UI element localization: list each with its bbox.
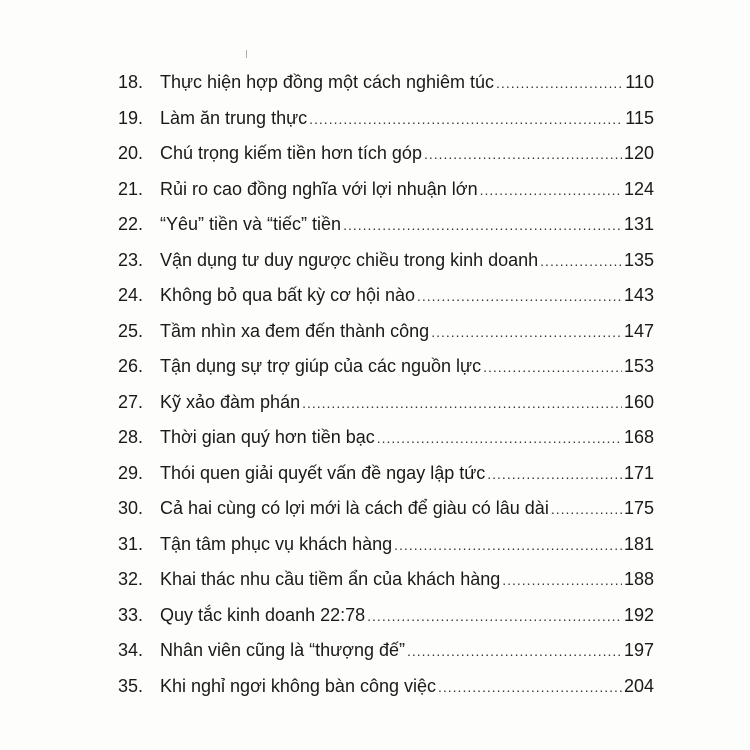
toc-number: 22. [118,214,144,234]
toc-page-number: 175 [623,498,654,518]
toc-leader-dots [480,176,622,204]
toc-title: Nhân viên cũng là “thượng đế” [160,640,405,660]
toc-number: 27. [118,391,144,412]
toc-title: Khai thác nhu cầu tiềm ẩn của khách hàng [160,569,501,589]
toc-entry [118,601,654,637]
toc-number: 20. [118,143,144,163]
toc-entry [118,139,654,175]
toc-leader-dots [309,105,622,133]
toc-page-number: 115 [625,107,654,128]
toc-leader-dots [407,637,622,665]
toc-leader-dots [343,211,622,239]
toc-title: Rủi ro cao đồng nghĩa với lợi nhuận lớn [160,178,478,199]
toc-leader-dots [417,282,622,310]
toc-leader-dots [483,353,622,381]
toc-title: Không bỏ qua bất kỳ cơ hội nào [160,285,415,305]
toc-entry [118,246,654,282]
toc-leader-dots [551,495,622,523]
toc-entry [118,459,654,495]
toc-entry [118,636,654,672]
toc-page-number: 192 [623,604,654,625]
toc-page-number: 197 [623,640,654,660]
toc-title: Làm ăn trung thực [160,107,308,128]
toc-number: 26. [118,356,144,376]
toc-title: Thực hiện hợp đồng một cách nghiêm túc [160,72,495,92]
toc-entry [118,565,654,601]
toc-page-number: 171 [623,462,654,483]
toc-page-number: 204 [623,675,654,696]
toc-title: Quy tắc kinh doanh 22:78 [160,604,366,625]
toc-page-number: 124 [623,178,654,199]
toc-number: 32. [118,569,144,589]
toc-leader-dots [431,318,622,346]
toc-page-number: 168 [623,427,654,447]
toc-page-number: 135 [623,249,654,270]
toc-number: 19. [118,107,144,128]
toc-entry [118,423,654,459]
toc-number: 21. [118,178,144,199]
toc-title: Thói quen giải quyết vấn đề ngay lập tức [160,462,486,483]
toc-title: Kỹ xảo đàm phán [160,391,301,412]
toc-page-number: 131 [623,214,654,234]
toc-page-number: 153 [623,356,654,376]
toc-page-number: 160 [623,391,654,412]
toc-leader-dots [377,424,622,452]
toc-number: 31. [118,533,144,554]
toc-page-number: 143 [623,285,654,305]
toc-number: 24. [118,285,144,305]
toc-page-number: 147 [623,320,654,341]
toc-leader-dots [302,389,622,417]
toc-title: “Yêu” tiền và “tiếc” tiền [160,214,342,234]
toc-entry [118,317,654,353]
toc-leader-dots [496,69,622,97]
toc-entry [118,104,654,140]
toc-number: 35. [118,675,144,696]
toc-title: Cả hai cùng có lợi mới là cách để giàu có lâu dài [160,498,549,518]
toc-entry [118,494,654,530]
toc-title: Khi nghỉ ngơi không bàn công việc [160,675,436,696]
toc-entry [118,175,654,211]
toc-leader-dots [438,673,622,701]
toc-title: Chú trọng kiếm tiền hơn tích góp [160,143,422,163]
toc-number: 29. [118,462,144,483]
toc-title: Thời gian quý hơn tiền bạc [160,427,375,447]
toc-leader-dots [367,602,622,630]
toc-entry [118,530,654,566]
toc-title: Tận dụng sự trợ giúp của các nguồn lực [160,356,482,376]
toc-leader-dots [394,531,622,559]
toc-page-number: 120 [623,143,654,163]
toc-leader-dots [424,140,622,168]
toc-number: 25. [118,320,144,341]
toc-entry [118,68,654,104]
toc-leader-dots [487,460,622,488]
toc-entry [118,672,654,708]
toc-entry [118,210,654,246]
toc-title: Tận tâm phục vụ khách hàng [160,533,393,554]
toc-page-number: 188 [623,569,654,589]
table-of-contents [118,68,654,707]
toc-title: Vận dụng tư duy ngược chiều trong kinh doanh [160,249,539,270]
toc-leader-dots [540,247,622,275]
toc-number: 33. [118,604,144,625]
toc-entry [118,281,654,317]
toc-number: 23. [118,249,144,270]
toc-entry [118,388,654,424]
toc-number: 34. [118,640,144,660]
toc-leader-dots [502,566,622,594]
toc-page-number: 181 [623,533,654,554]
toc-number: 30. [118,498,144,518]
toc-number: 18. [118,72,144,92]
toc-number: 28. [118,427,144,447]
scan-mark [246,50,247,58]
toc-page-number: 110 [625,72,654,92]
toc-entry [118,352,654,388]
toc-title: Tầm nhìn xa đem đến thành công [160,320,430,341]
